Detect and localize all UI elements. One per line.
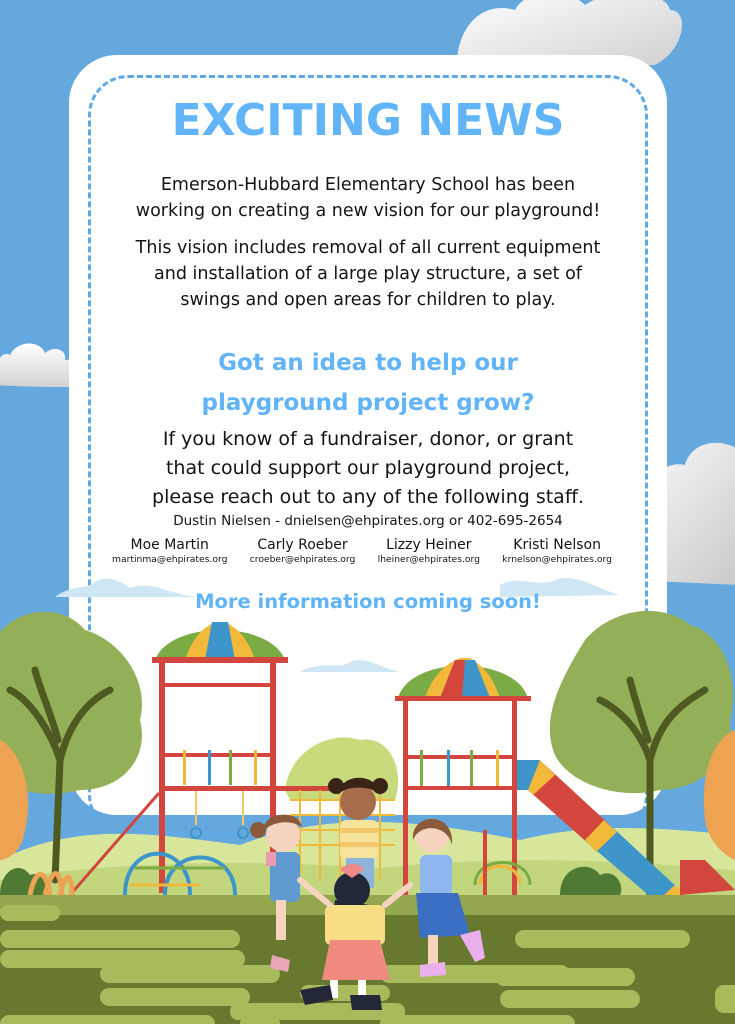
question-heading	[69, 343, 667, 423]
staff-name: Carly Roeber	[257, 537, 348, 553]
headline: EXCITING NEWS	[171, 95, 565, 146]
vision-line: and installation of a large play structure, a set of	[154, 264, 582, 284]
intro-line: working on creating a new vision for our playground!	[135, 201, 601, 221]
staff-name: Kristi Nelson	[513, 537, 601, 553]
lead-contact: Dustin Nielsen - dnielsen@ehpirates.org or 402-695-2654	[173, 513, 563, 529]
vision-line: swings and open areas for children to play.	[180, 290, 556, 310]
intro-line: Emerson-Hubbard Elementary School has been	[160, 175, 576, 195]
intro-paragraph	[69, 172, 667, 224]
vision-paragraph	[69, 235, 667, 313]
staff-name: Lizzy Heiner	[386, 537, 472, 553]
appeal-paragraph	[69, 425, 667, 512]
staff-email: lheiner@ehpirates.org	[377, 554, 480, 565]
staff-email: croeber@ehpirates.org	[249, 554, 356, 565]
appeal-line: please reach out to any of the following staff.	[152, 486, 584, 508]
playground-illustration	[0, 560, 735, 1024]
vision-line: This vision includes removal of all current equipment	[135, 238, 601, 258]
question-line: Got an idea to help our	[218, 350, 518, 376]
appeal-line: If you know of a fundraiser, donor, or grant	[162, 428, 574, 450]
more-info-note: More information coming soon!	[195, 590, 541, 613]
staff-email: martinma@ehpirates.org	[112, 554, 228, 565]
question-line: playground project grow?	[201, 390, 535, 416]
staff-name: Moe Martin	[130, 537, 209, 553]
staff-email: krnelson@ehpirates.org	[502, 554, 612, 565]
appeal-line: that could support our playground project,	[165, 457, 571, 479]
